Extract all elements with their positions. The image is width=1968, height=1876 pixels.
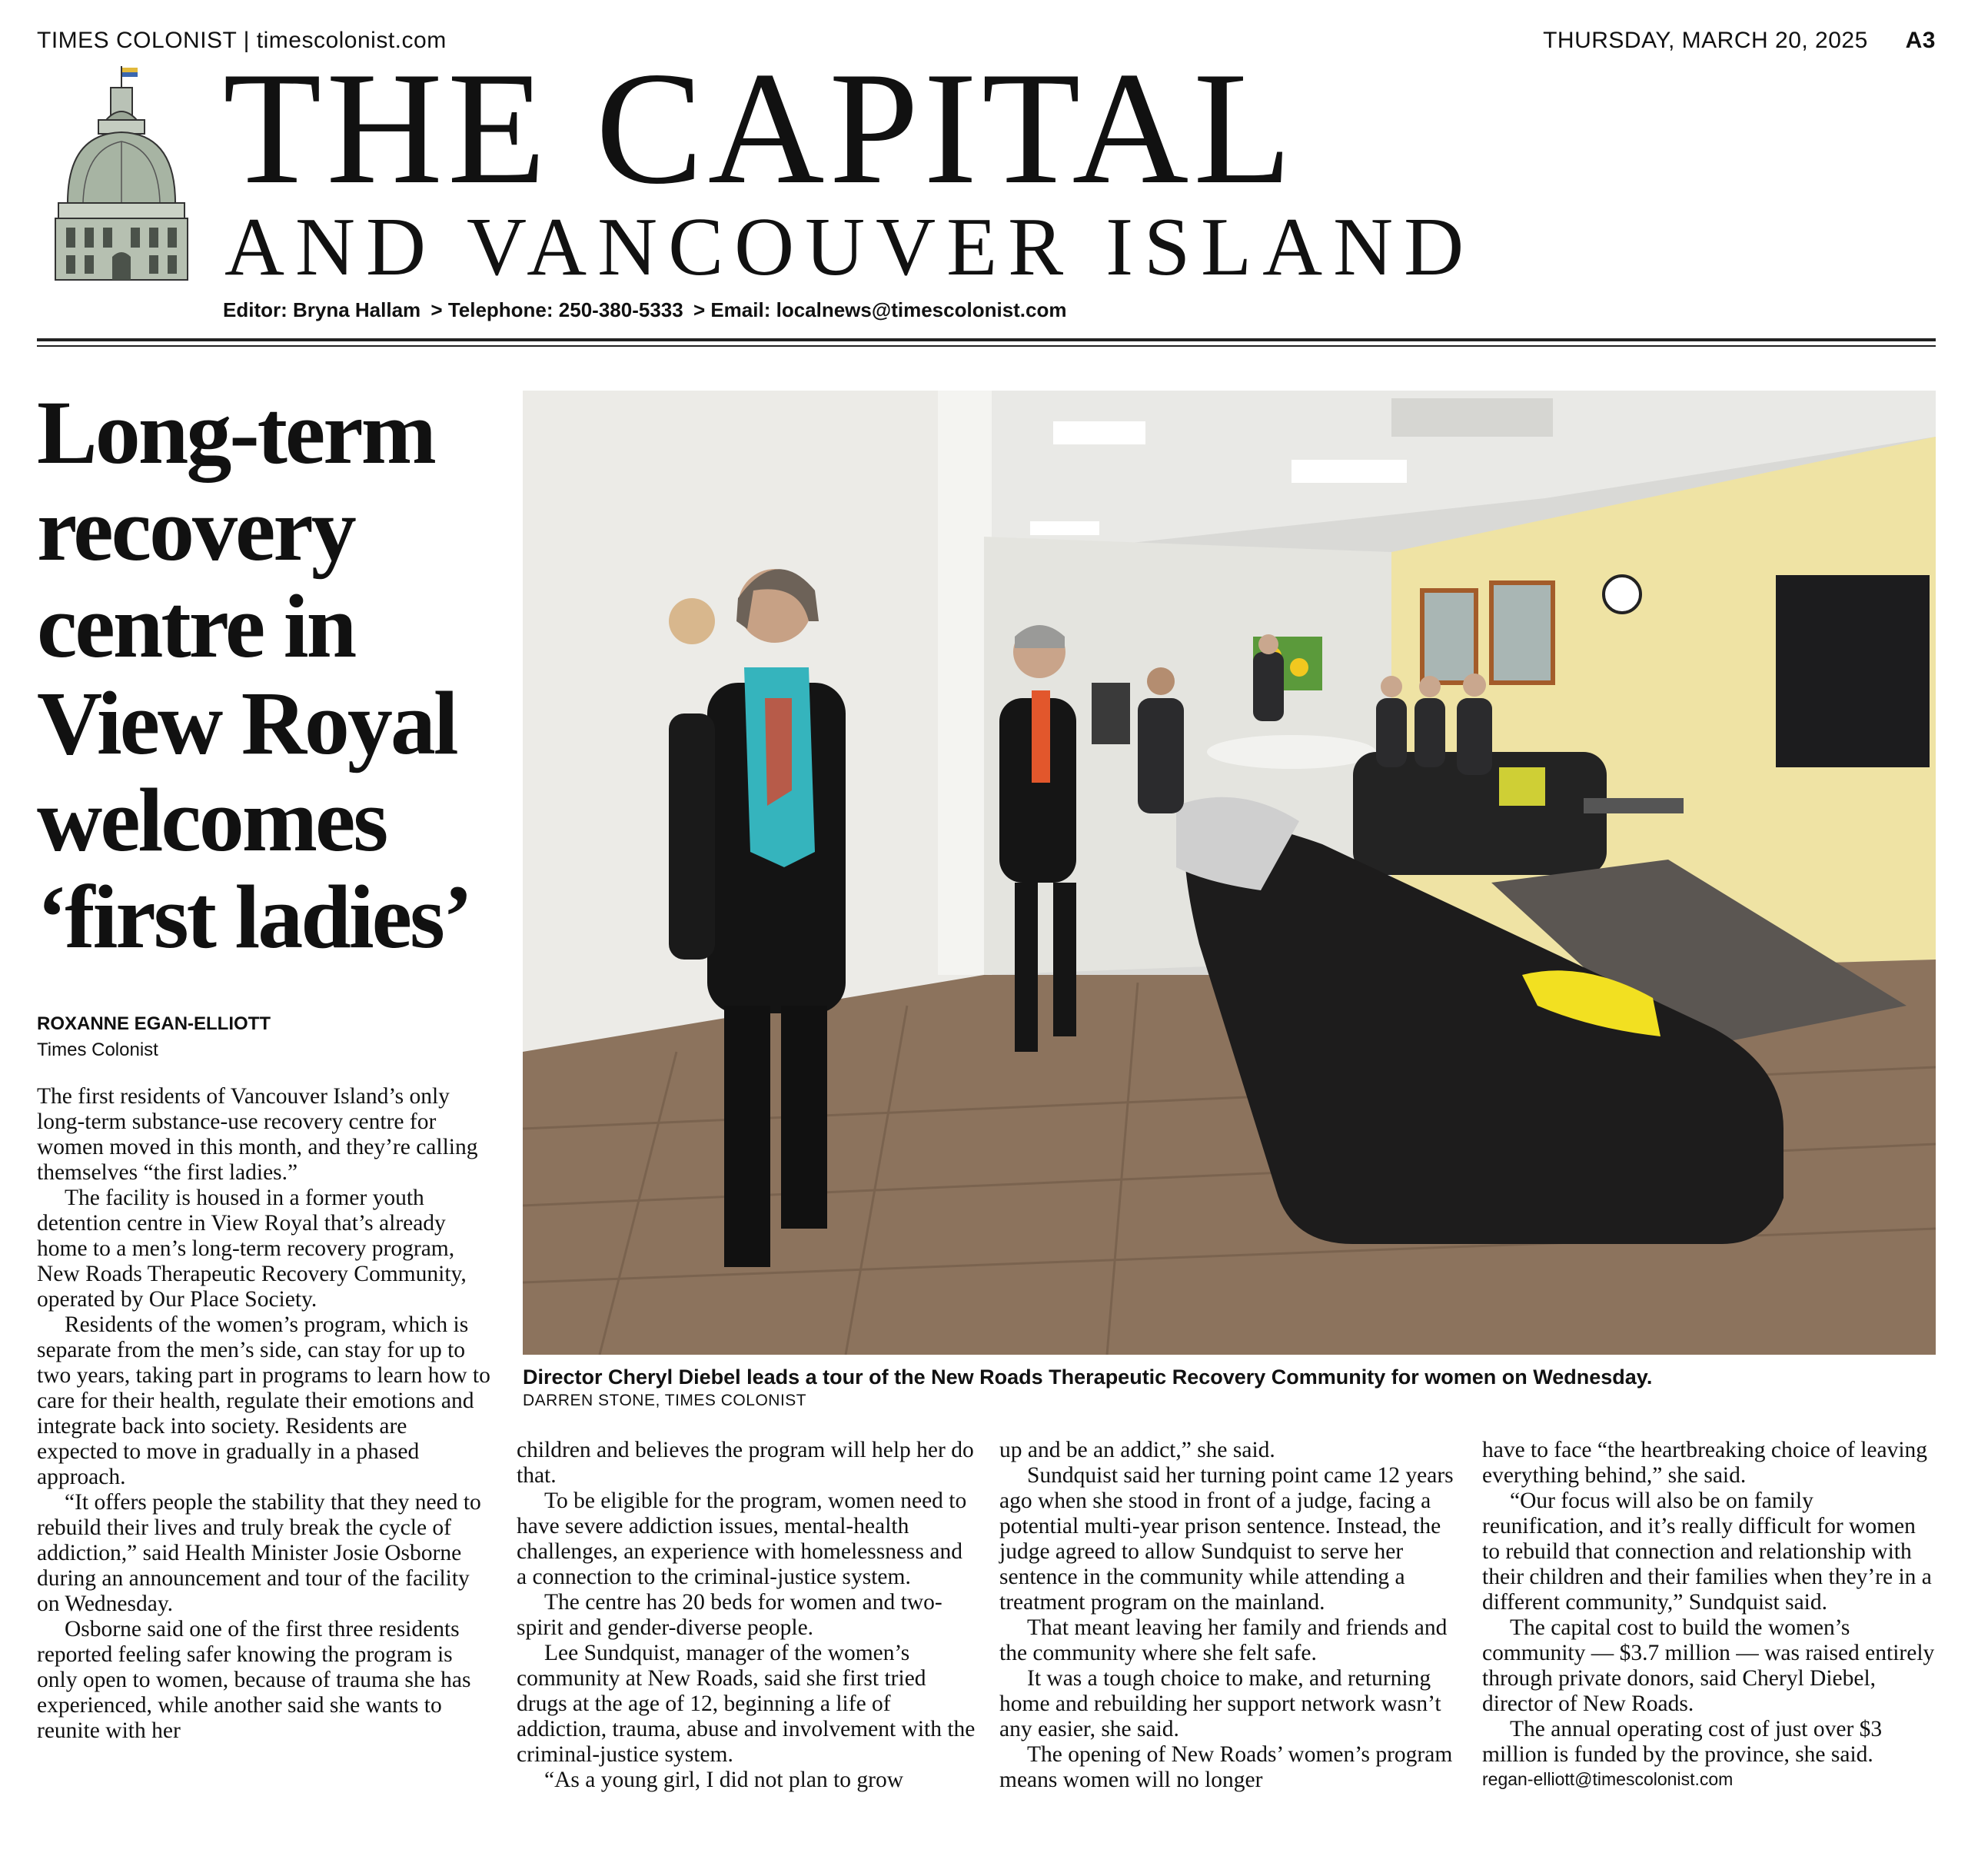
paragraph: Sundquist said her turning point came 12 years ago when she stood in front of a judge, facing a potential multi-year prison sentence. Instead, the judge agreed to allow Sundquist to serve her sentence in the community while attending a treatment program on the mainland. <box>999 1463 1454 1615</box>
paragraph: Lee Sundquist, manager of the women’s community at New Roads, said she first tried drugs at the age of 12, beginning a life of addiction, trauma, abuse and involvement with the criminal-justice system. <box>517 1641 976 1767</box>
paragraph: “As a young girl, I did not plan to grow <box>544 1768 904 1792</box>
article-column-2 <box>517 1438 978 1793</box>
author-byline: ROXANNE EGAN-ELLIOTT <box>37 1013 271 1034</box>
paragraph: That meant leaving her family and friends and the community where she felt safe. <box>999 1615 1448 1665</box>
paragraph: up and be an addict,” she said. <box>999 1438 1275 1462</box>
section-subtitle: AND VANCOUVER ISLAND <box>224 201 1475 293</box>
photo-credit: DARREN STONE, TIMES COLONIST <box>523 1392 807 1409</box>
email: > Email: localnews@timescolonist.com <box>693 298 1067 321</box>
paragraph: children and believes the program will help her do that. <box>517 1438 974 1488</box>
paragraph: It was a tough choice to make, and returning home and rebuilding her support network wasn’t any easier, she said. <box>999 1666 1441 1741</box>
page-number: A3 <box>1905 28 1936 53</box>
paragraph: The first residents of Vancouver Island’s only long-term substance-use recovery centre for women moved in this month, and they’re calling themselves “the first ladies.” <box>37 1084 478 1185</box>
paragraph: The facility is housed in a former youth detention centre in View Royal that’s already home to a men’s long-term recovery program, New Roads Therapeutic Recovery Community, operated by Our Place Society. <box>37 1186 467 1312</box>
header-rule <box>37 338 1936 341</box>
issue-date: THURSDAY, MARCH 20, 2025 <box>1543 28 1868 53</box>
author-organization: Times Colonist <box>37 1039 158 1060</box>
legislature-dome-icon <box>45 65 198 288</box>
paragraph: The centre has 20 beds for women and two-spirit and gender-diverse people. <box>517 1590 942 1640</box>
header-rule-thin <box>37 345 1936 347</box>
article-photo <box>523 391 1936 1355</box>
article-headline: Long-term recovery centre in View Royal welcomes ‘first ladies’ <box>37 382 471 967</box>
date-and-page <box>1543 28 1936 54</box>
article-column-4 <box>1482 1438 1937 1791</box>
paragraph: The capital cost to build the women’s community — $3.7 million — was raised entirely through private donors, said Cheryl Diebel, director of New Roads. <box>1482 1615 1935 1716</box>
paper-name: TIMES COLONIST | timescolonist.com <box>37 28 447 53</box>
paragraph: “It offers people the stability that they need to rebuild their lives and truly break the cycle of addiction,” said Health Minister Josie Osborne during an announcement and tour of the facility on Wednesday. <box>37 1490 481 1616</box>
article-column-3 <box>999 1438 1461 1793</box>
paragraph: The annual operating cost of just over $3 million is funded by the province, she said. <box>1482 1717 1883 1767</box>
recovery-centre-lounge-photo <box>523 391 1936 1355</box>
paragraph: Osborne said one of the first three residents reported feeling safer knowing the program is only open to women, because of trauma she has experienced, while another said she wants to reunite with her <box>37 1617 471 1743</box>
paragraph: Residents of the women’s program, which is separate from the men’s side, can stay for up to two years, taking part in programs to learn how to care for their health, regulate their emotions and integrate back into society. Residents are expected to move in gradually in a phased approach. <box>37 1312 490 1489</box>
editor-name: Editor: Bryna Hallam <box>223 298 421 321</box>
photo-caption: Director Cheryl Diebel leads a tour of the New Roads Therapeutic Recovery Community for women on Wednesday. <box>523 1365 1653 1389</box>
section-title: THE CAPITAL <box>223 39 1297 218</box>
paragraph: have to face “the heartbreaking choice of leaving everything behind,” she said. <box>1482 1438 1928 1488</box>
paragraph: The opening of New Roads’ women’s program means women will no longer <box>999 1742 1453 1792</box>
paragraph: “Our focus will also be on family reunification, and it’s really difficult for women to rebuild that connection and relationship with their children and their families when they’re in a different community,” Sundquist said. <box>1482 1488 1932 1615</box>
telephone: > Telephone: 250-380-5333 <box>430 298 683 321</box>
article-column-1 <box>37 1084 492 1744</box>
contact-line <box>223 298 1072 322</box>
author-email[interactable]: regan-elliott@timescolonist.com <box>1482 1769 1734 1789</box>
paragraph: To be eligible for the program, women need to have severe addiction issues, mental-health challenges, an experience with homelessness and a connection to the criminal-justice system. <box>517 1488 967 1589</box>
